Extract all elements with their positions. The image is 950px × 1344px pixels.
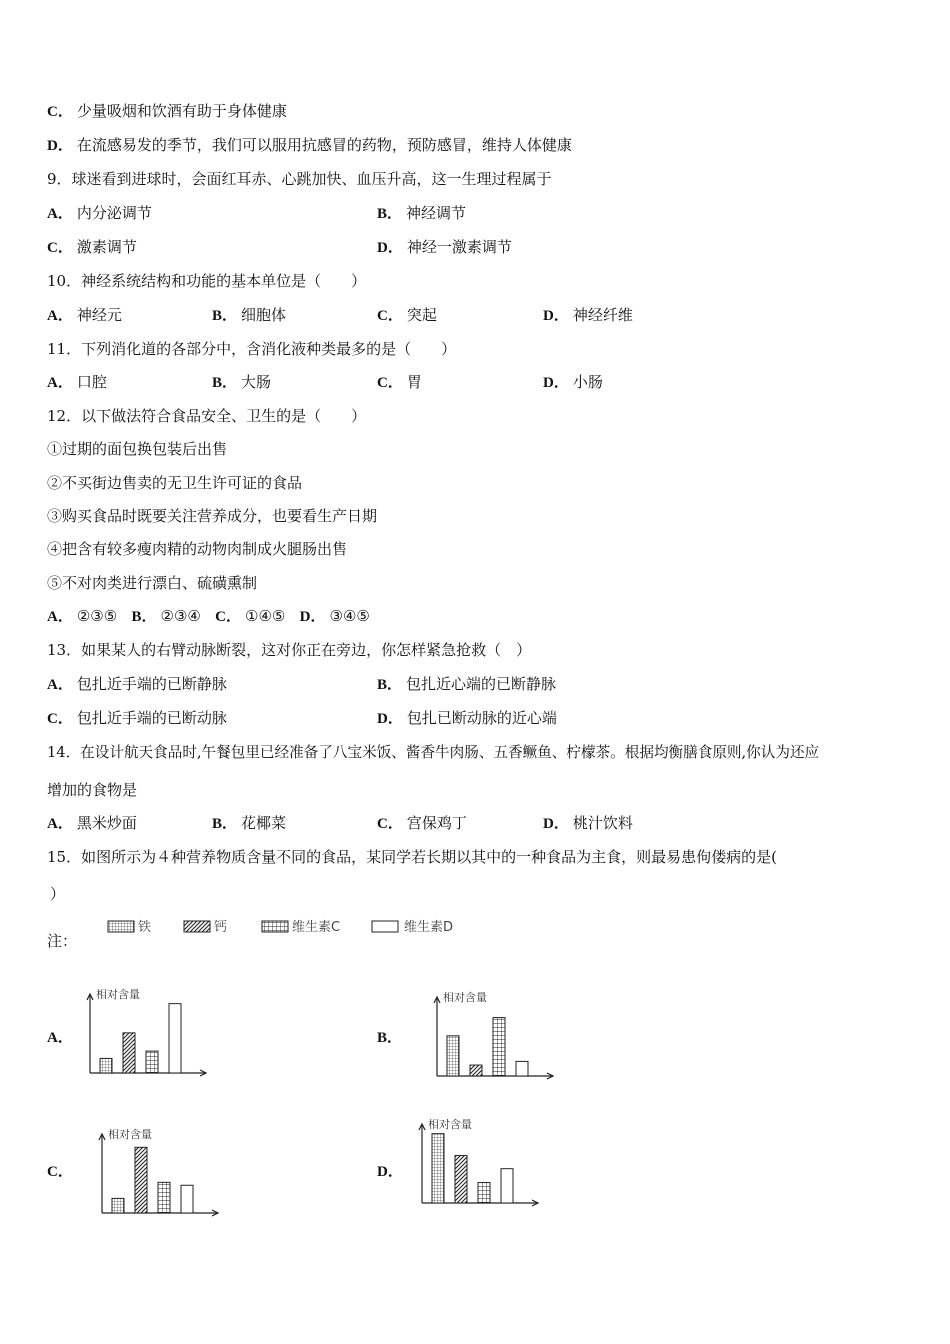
chart-c-bar-calcium bbox=[135, 1147, 147, 1213]
chart-option-c bbox=[90, 1120, 230, 1220]
q13-stem: 13．如果某人的右臂动脉断裂，这对你正在旁边，你怎样紧急抢救（ ） bbox=[47, 641, 532, 659]
chart-option-b bbox=[425, 983, 565, 1083]
legend-item-vitamin-c bbox=[262, 919, 340, 935]
chart-legend bbox=[100, 914, 480, 940]
q11-option-c: C． 胃 bbox=[377, 373, 422, 391]
legend-item-vitamin-d bbox=[372, 919, 453, 935]
chart-b-bar-calcium bbox=[470, 1065, 482, 1076]
legend-item-calcium bbox=[184, 920, 227, 935]
legend-swatch-vitamin-d bbox=[372, 921, 398, 932]
q13-option-c: C． 包扎近手端的已断动脉 bbox=[47, 709, 227, 727]
q10-option-c: C． 突起 bbox=[377, 306, 437, 324]
q11-stem: 11．下列消化道的各部分中，含消化液种类最多的是（ ） bbox=[47, 340, 457, 358]
legend-swatch-calcium bbox=[184, 921, 210, 932]
q15-stem-line1: 15．如图所示为４种营养物质含量不同的食品，某同学若长期以其中的一种食品为主食，则最易患佝偻病的是( bbox=[47, 848, 777, 866]
q12-item-5: ⑤不对肉类进行漂白、硫磺熏制 bbox=[47, 574, 258, 592]
q15-option-b-label: B． bbox=[377, 1030, 403, 1046]
q11-option-d: D． 小肠 bbox=[543, 373, 603, 391]
legend-label-vitamin-d: 维生素D bbox=[404, 920, 454, 935]
legend-label-vitamin-c: 维生素C bbox=[292, 920, 341, 935]
y-axis-label: 相对含量 bbox=[443, 991, 487, 1004]
q9-option-c: C． 激素调节 bbox=[47, 238, 137, 256]
chart-c-bar-vitamin-d bbox=[181, 1185, 193, 1213]
legend-label-calcium: 钙 bbox=[214, 920, 228, 935]
chart-d-bar-vitamin-d bbox=[501, 1169, 513, 1203]
chart-option-d bbox=[410, 1110, 550, 1210]
q15-stem-line2: ） bbox=[50, 885, 66, 903]
q12-item-4: ④把含有较多瘦肉精的动物肉制成火腿肠出售 bbox=[47, 540, 348, 558]
chart-c-bar-vitamin-c bbox=[158, 1182, 170, 1213]
q10-option-a: A． 神经元 bbox=[47, 306, 122, 324]
q12-stem: 12．以下做法符合食品安全、卫生的是（ ） bbox=[47, 407, 367, 425]
legend-label-iron: 铁 bbox=[138, 920, 152, 935]
q14-stem-line2: 增加的食物是 bbox=[47, 781, 138, 799]
chart-d-bar-iron bbox=[432, 1134, 444, 1203]
q13-option-d: D． 包扎已断动脉的近心端 bbox=[377, 709, 557, 727]
q11-option-a: A． 口腔 bbox=[47, 373, 107, 391]
q10-stem: 10．神经系统结构和功能的基本单位是（ ） bbox=[47, 272, 367, 290]
chart-a-bar-vitamin-c bbox=[146, 1051, 158, 1073]
q10-option-b: B． 细胞体 bbox=[212, 306, 287, 324]
chart-a-bar-vitamin-d bbox=[169, 1004, 181, 1073]
q14-option-d: D． 桃汁饮料 bbox=[543, 814, 633, 832]
q8-option-d: D． 在流感易发的季节，我们可以服用抗感冒的药物，预防感冒，维持人体健康 bbox=[47, 136, 572, 154]
legend-swatch-iron bbox=[108, 921, 134, 932]
y-axis-label: 相对含量 bbox=[428, 1118, 472, 1131]
chart-b-bar-iron bbox=[447, 1036, 459, 1076]
chart-b-bar-vitamin-d bbox=[516, 1061, 528, 1076]
q15-option-d-label: D． bbox=[377, 1164, 403, 1180]
q14-stem-line1: 14．在设计航天食品时,午餐包里已经准备了八宝米饭、酱香牛肉肠、五香鳜鱼、柠檬茶。根据均衡膳食原则,你认为还应 bbox=[47, 744, 820, 761]
q8-option-c: C． 少量吸烟和饮酒有助于身体健康 bbox=[47, 102, 287, 120]
chart-b-bar-vitamin-c bbox=[493, 1018, 505, 1076]
q12-item-1: ①过期的面包换包装后出售 bbox=[47, 440, 228, 458]
q9-option-b: B． 神经调节 bbox=[377, 204, 467, 222]
q13-option-a: A． 包扎近手端的已断静脉 bbox=[47, 675, 227, 693]
q14-option-b: B． 花椰菜 bbox=[212, 814, 287, 832]
chart-a-bar-calcium bbox=[123, 1033, 135, 1073]
q15-option-a-label: A． bbox=[47, 1030, 73, 1046]
q12-item-3: ③购买食品时既要关注营养成分，也要看生产日期 bbox=[47, 507, 378, 525]
q12-options: A． ②③⑤ B． ②③④ C． ①④⑤ D． ③④⑤ bbox=[47, 607, 370, 625]
q11-option-b: B． 大肠 bbox=[212, 373, 272, 391]
legend-swatch-vitamin-c bbox=[262, 921, 288, 932]
q14-option-a: A． 黑米炒面 bbox=[47, 814, 137, 832]
q9-stem: 9．球迷看到进球时，会面红耳赤、心跳加快、血压升高，这一生理过程属于 bbox=[47, 170, 552, 188]
q14-option-c: C． 宫保鸡丁 bbox=[377, 814, 467, 832]
chart-option-a bbox=[78, 980, 218, 1080]
chart-d-bar-vitamin-c bbox=[478, 1183, 490, 1203]
q13-option-b: B． 包扎近心端的已断静脉 bbox=[377, 675, 557, 693]
legend-item-iron bbox=[108, 919, 151, 935]
chart-a-bar-iron bbox=[100, 1058, 112, 1073]
q15-option-c-label: C． bbox=[47, 1164, 73, 1180]
chart-c-bar-iron bbox=[112, 1198, 124, 1213]
q9-option-d: D． 神经一激素调节 bbox=[377, 238, 512, 256]
chart-d-bar-calcium bbox=[455, 1156, 467, 1203]
q15-note-label: 注： bbox=[47, 932, 78, 950]
q10-option-d: D． 神经纤维 bbox=[543, 306, 633, 324]
y-axis-label: 相对含量 bbox=[108, 1128, 152, 1141]
q12-item-2: ②不买街边售卖的无卫生许可证的食品 bbox=[47, 474, 303, 492]
y-axis-label: 相对含量 bbox=[96, 988, 140, 1001]
q9-option-a: A． 内分泌调节 bbox=[47, 204, 152, 222]
